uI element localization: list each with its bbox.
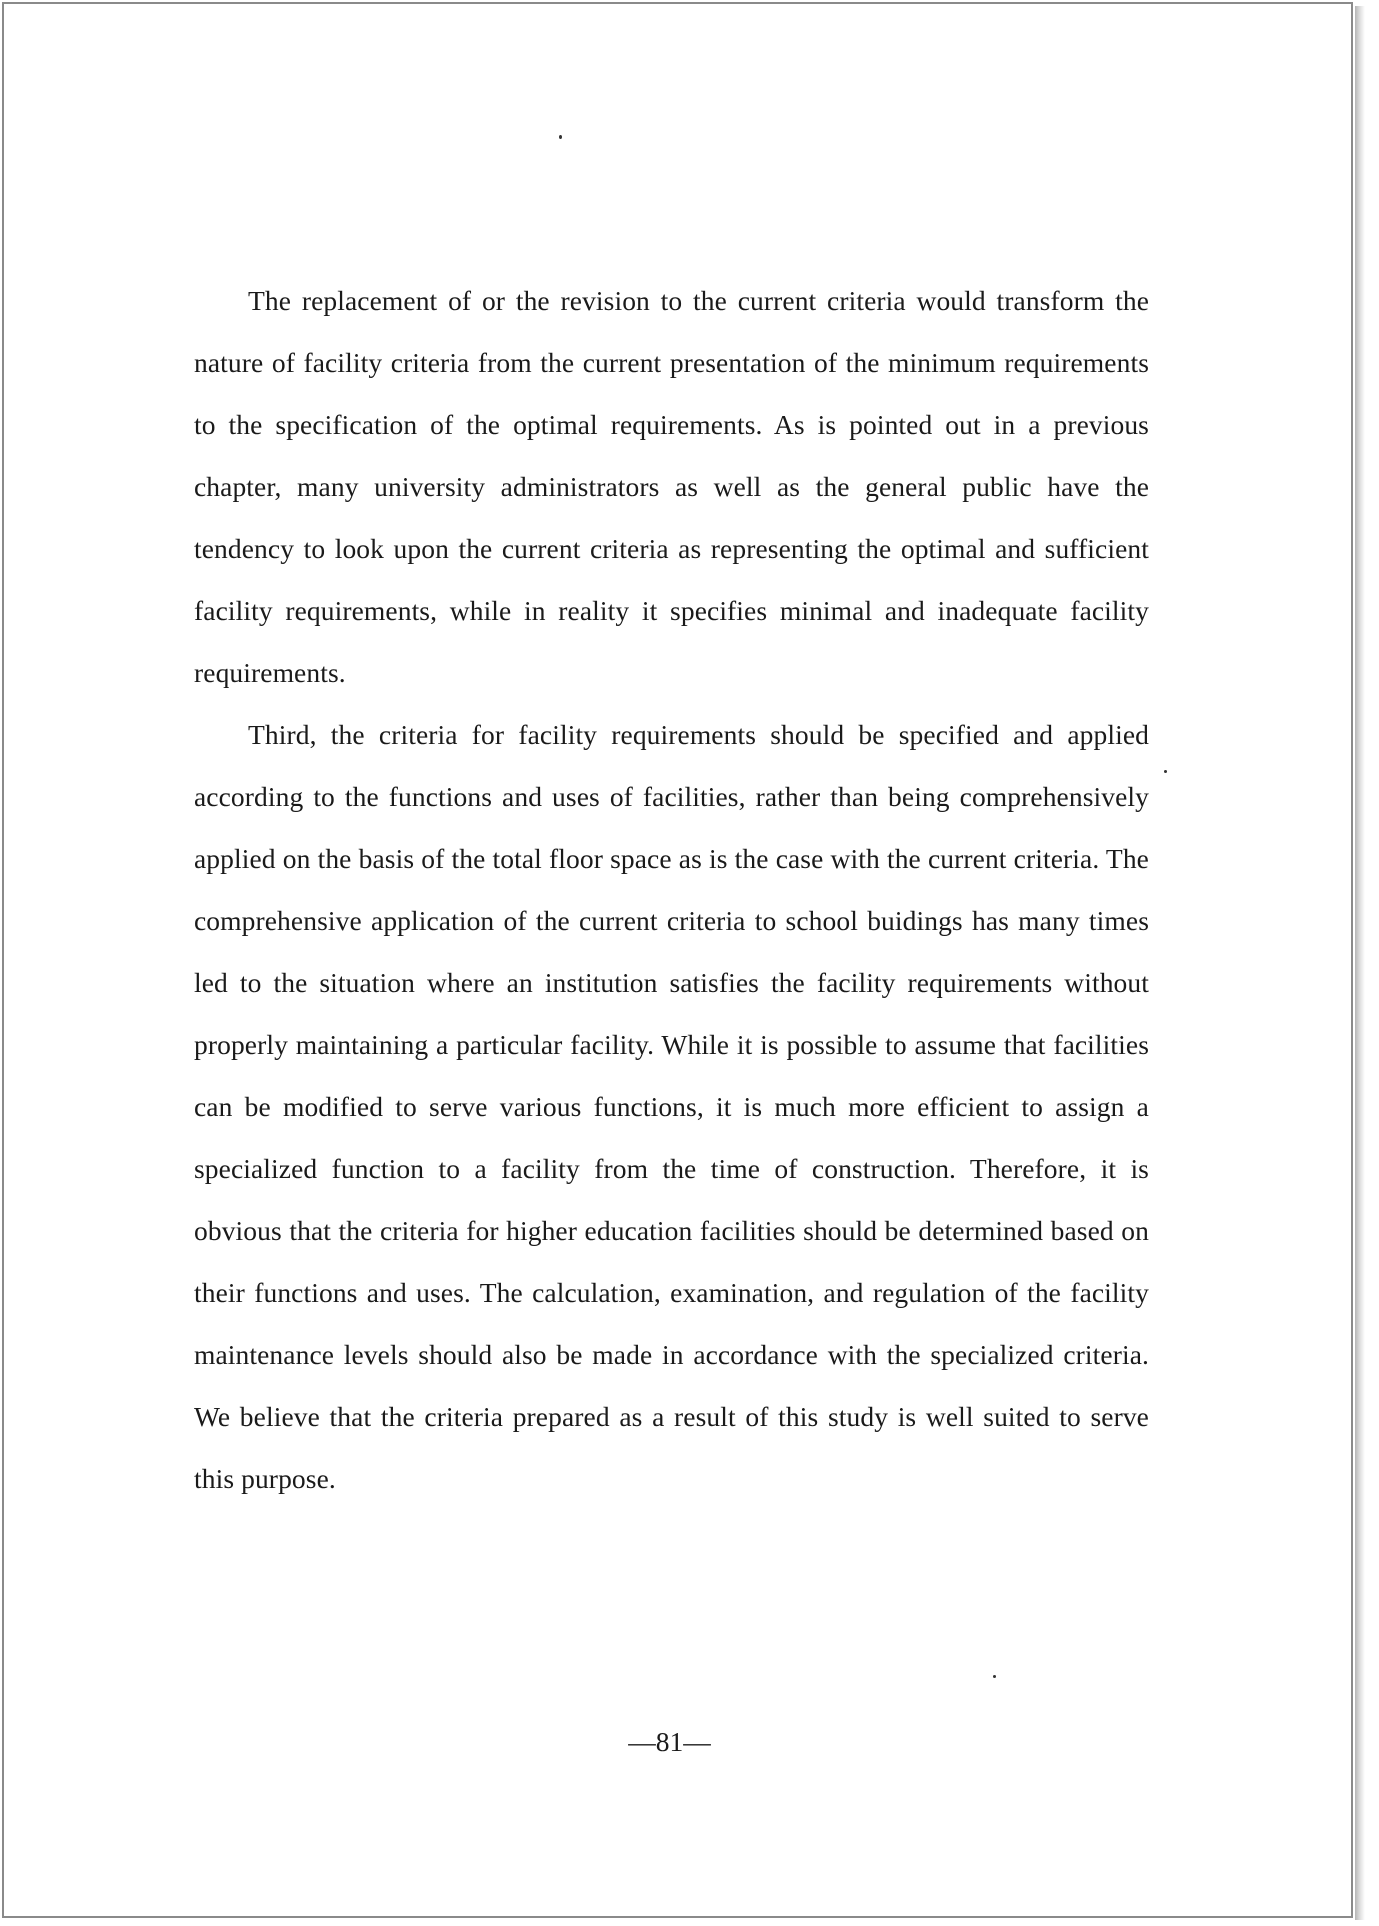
scan-artifact: [1164, 770, 1167, 773]
paragraph-1: The replacement of or the revision to the current criteria would transform the nature of facility criteria from the current presentation of the minimum requirements to the specification of the optimal requirements. As is pointed out in a previous chapter, many university administrators as well as the general public have the tendency to look upon the current criteria as representing the optimal and sufficient facility requirements, while in reality it specifies minimal and inadequate facility requirements.: [194, 285, 1149, 688]
body-text: [194, 270, 1149, 1510]
scan-artifact: [559, 135, 562, 139]
page-edge-shadow: [1355, 6, 1365, 1920]
paragraph-2: Third, the criteria for facility requirements should be specified and applied according to the functions and uses of facilities, rather than being comprehensively applied on the basis of the total floor space as is the case with the current criteria. The comprehensive application of the current criteria to school buidings has many times led to the situation where an institution satisfies the facility requirements without properly maintaining a particular facility. While it is possible to assume that facilities can be modified to serve various functions, it is much more efficient to assign a specialized function to a facility from the time of construction. Therefore, it is obvious that the criteria for higher education facilities should be determined based on their functions and uses. The calculation, examination, and regulation of the facility maintenance levels should also be made in accordance with the specialized criteria. We believe that the criteria prepared as a result of this study is well suited to serve this purpose.: [194, 719, 1149, 1494]
page-number: —81—: [628, 1726, 711, 1757]
scan-artifact: [993, 1675, 996, 1678]
